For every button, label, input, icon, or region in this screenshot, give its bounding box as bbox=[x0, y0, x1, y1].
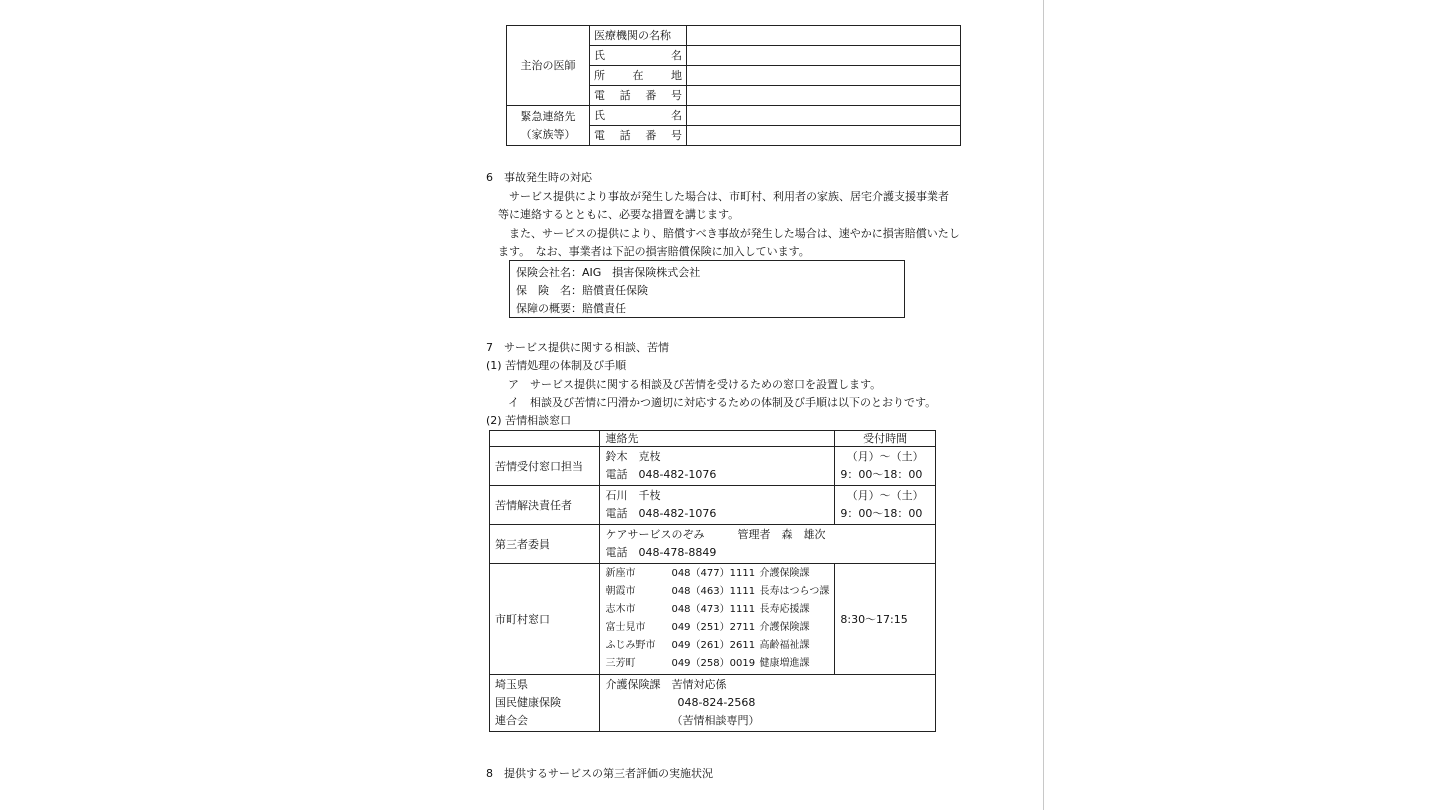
row-value[interactable] bbox=[687, 86, 961, 106]
reception-contact: 鈴木 克枝 電話 048-482-1076 bbox=[600, 447, 835, 486]
row-value[interactable] bbox=[687, 66, 961, 86]
table-row bbox=[490, 447, 936, 486]
section6-para1-line1: サービス提供により事故が発生した場合は、市町村、利用者の家族、居宅介護支援事業者 bbox=[498, 190, 949, 203]
section7-item-i: イ 相談及び苦情に円滑かつ適切に対応するための体制及び手順は以下のとおりです。 bbox=[508, 396, 937, 409]
third-party-contact: ケアサービスのぞみ 管理者 森 雄次 電話 048-478-8849 bbox=[600, 525, 936, 564]
municipal-hours: 8:30～17:15 bbox=[835, 564, 936, 675]
header-hours: 受付時間 bbox=[835, 431, 936, 447]
row-value[interactable] bbox=[687, 46, 961, 66]
row-label: 医療機関の名称 bbox=[590, 26, 687, 46]
list-item: 志木市 048（473）1111 長寿応援課 bbox=[605, 604, 810, 615]
list-item: 三芳町 049（258）0019 健康増進課 bbox=[605, 658, 810, 669]
section7-sub2: (2) 苦情相談窓口 bbox=[486, 414, 572, 427]
header-blank bbox=[490, 431, 600, 447]
section7-item-a: ア サービス提供に関する相談及び苦情を受けるための窓口を設置します。 bbox=[508, 378, 882, 391]
row-value[interactable] bbox=[687, 26, 961, 46]
resolver-hours: （月）～（土） 9：00～18：00 bbox=[835, 486, 936, 525]
row-value[interactable] bbox=[687, 106, 961, 126]
table-row bbox=[490, 564, 936, 675]
row-value[interactable] bbox=[687, 126, 961, 146]
section7-heading: 7 サービス提供に関する相談、苦情 bbox=[486, 341, 669, 354]
list-item: ふじみ野市 049（261）2611 高齢福祉課 bbox=[605, 640, 810, 651]
table-row bbox=[490, 675, 936, 732]
blank-pane bbox=[1044, 0, 1440, 810]
municipal-list bbox=[600, 564, 835, 675]
row-label: 氏 名 bbox=[590, 46, 687, 66]
insurance-company: 保険会社名：AIG 損害保険株式会社 bbox=[516, 266, 701, 279]
complaint-contact-table bbox=[489, 430, 936, 732]
row-label: 電 話 番 号 bbox=[590, 86, 687, 106]
row-label: 氏 名 bbox=[590, 106, 687, 126]
reception-hours: （月）～（土） 9：00～18：00 bbox=[835, 447, 936, 486]
table-row bbox=[490, 486, 936, 525]
list-item: 富士見市 049（251）2711 介護保険課 bbox=[605, 622, 810, 633]
insurance-summary: 保障の概要：賠償責任 bbox=[516, 302, 626, 315]
prefecture-label: 埼玉県 国民健康保険 連合会 bbox=[490, 675, 600, 732]
section6-para2-line2: ます。 なお、事業者は下記の損害賠償保険に加入しています。 bbox=[498, 245, 810, 258]
insurance-name: 保 険 名：賠償責任保険 bbox=[516, 284, 648, 297]
row-label: 電 話 番 号 bbox=[590, 126, 687, 146]
group-label-emergency: 緊急連絡先 （家族等） bbox=[507, 106, 590, 146]
third-party-label: 第三者委員 bbox=[490, 525, 600, 564]
municipal-label: 市町村窓口 bbox=[490, 564, 600, 675]
section6-heading: 6 事故発生時の対応 bbox=[486, 171, 592, 184]
resolver-label: 苦情解決責任者 bbox=[490, 486, 600, 525]
resolver-contact: 石川 千枝 電話 048-482-1076 bbox=[600, 486, 835, 525]
list-item: 朝霞市 048（463）1111 長寿はつらつ課 bbox=[605, 586, 830, 597]
doctor-contact-table bbox=[506, 25, 961, 146]
header-contact: 連絡先 bbox=[600, 431, 835, 447]
table-header-row bbox=[490, 431, 936, 447]
section7-sub1: (1) 苦情処理の体制及び手順 bbox=[486, 359, 627, 372]
section6-para2-line1: また、サービスの提供により、賠償すべき事故が発生した場合は、速やかに損害賠償いたし bbox=[498, 227, 960, 240]
insurance-box bbox=[509, 260, 905, 318]
list-item: 新座市 048（477）1111 介護保険課 bbox=[605, 568, 810, 579]
prefecture-contact: 介護保険課 苦情対応係 048-824-2568 （苦情相談専門） bbox=[600, 675, 936, 732]
section8-heading: 8 提供するサービスの第三者評価の実施状況 bbox=[486, 767, 713, 780]
reception-label: 苦情受付窓口担当 bbox=[490, 447, 600, 486]
section6-para1-line2: 等に連絡するとともに、必要な措置を講じます。 bbox=[498, 208, 740, 221]
group-label-doctor: 主治の医師 bbox=[507, 26, 590, 106]
row-label: 所 在 地 bbox=[590, 66, 687, 86]
table-row bbox=[490, 525, 936, 564]
